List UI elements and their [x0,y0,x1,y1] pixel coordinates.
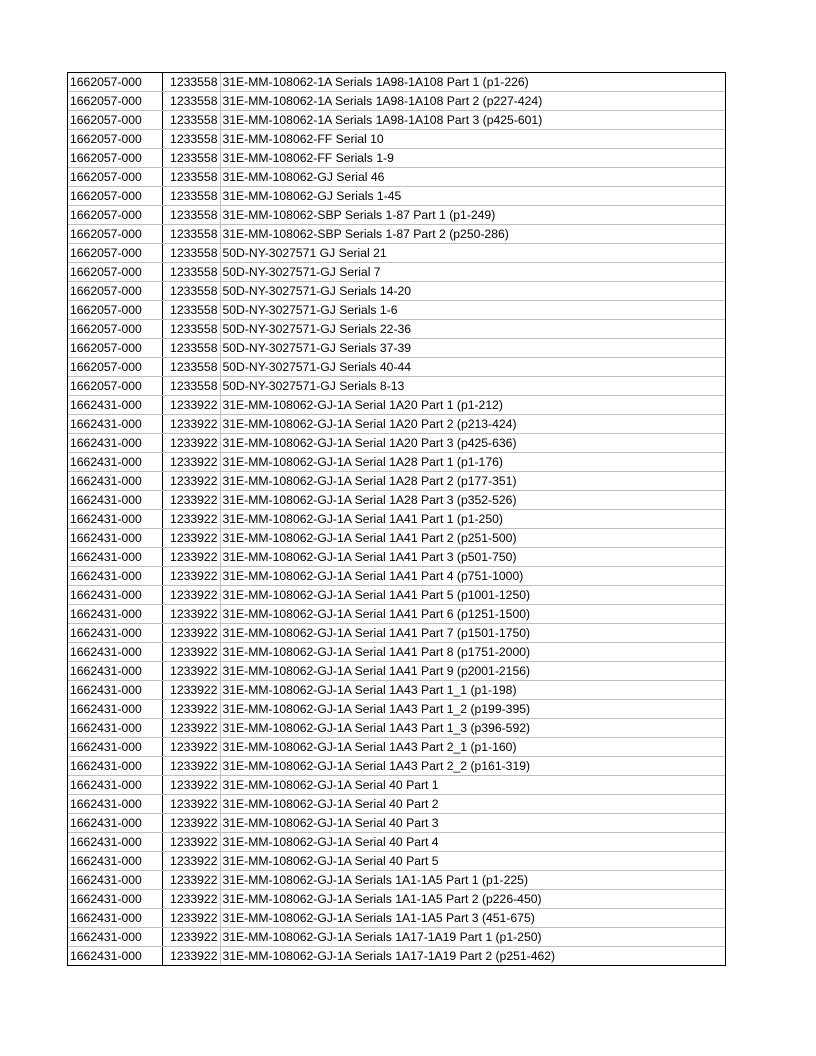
record-id-cell: 1233922 [162,871,220,890]
table-row [68,263,725,282]
table-row [68,776,725,795]
file-description-cell: 31E-MM-108062-FF Serials 1-9 [220,149,725,168]
request-number-cell: 1662057-000 [68,263,162,282]
request-number-cell: 1662431-000 [68,548,162,567]
record-id-cell: 1233922 [162,567,220,586]
table-row [68,757,725,776]
table-row [68,738,725,757]
file-description-cell: 31E-MM-108062-GJ-1A Serial 40 Part 2 [220,795,725,814]
records-table-container [67,72,726,966]
table-row [68,947,725,966]
record-id-cell: 1233558 [162,73,220,92]
file-description-cell: 31E-MM-108062-GJ-1A Serials 1A1-1A5 Part 1 (p1-225) [220,871,725,890]
file-description-cell: 31E-MM-108062-GJ-1A Serial 40 Part 4 [220,833,725,852]
record-id-cell: 1233558 [162,187,220,206]
file-description-cell: 31E-MM-108062-GJ-1A Serials 1A17-1A19 Part 1 (p1-250) [220,928,725,947]
file-description-cell: 31E-MM-108062-GJ-1A Serial 1A41 Part 2 (p251-500) [220,529,725,548]
table-row [68,681,725,700]
request-number-cell: 1662431-000 [68,909,162,928]
table-row [68,434,725,453]
table-row [68,643,725,662]
record-id-cell: 1233922 [162,472,220,491]
record-id-cell: 1233922 [162,890,220,909]
table-row [68,814,725,833]
table-row [68,73,725,92]
record-id-cell: 1233922 [162,415,220,434]
request-number-cell: 1662431-000 [68,738,162,757]
request-number-cell: 1662431-000 [68,947,162,966]
file-description-cell: 31E-MM-108062-GJ-1A Serial 40 Part 1 [220,776,725,795]
table-row [68,510,725,529]
table-row [68,187,725,206]
file-description-cell: 31E-MM-108062-GJ-1A Serial 1A20 Part 1 (p1-212) [220,396,725,415]
file-description-cell: 31E-MM-108062-GJ-1A Serial 1A41 Part 8 (p1751-2000) [220,643,725,662]
record-id-cell: 1233922 [162,491,220,510]
table-row [68,852,725,871]
table-row [68,586,725,605]
table-row [68,358,725,377]
file-description-cell: 31E-MM-108062-1A Serials 1A98-1A108 Part 3 (p425-601) [220,111,725,130]
request-number-cell: 1662431-000 [68,510,162,529]
table-row [68,928,725,947]
table-row [68,396,725,415]
records-table [68,73,725,965]
request-number-cell: 1662431-000 [68,586,162,605]
request-number-cell: 1662431-000 [68,453,162,472]
request-number-cell: 1662057-000 [68,149,162,168]
file-description-cell: 50D-NY-3027571-GJ Serials 22-36 [220,320,725,339]
table-row [68,149,725,168]
file-description-cell: 50D-NY-3027571-GJ Serials 40-44 [220,358,725,377]
request-number-cell: 1662057-000 [68,282,162,301]
request-number-cell: 1662431-000 [68,472,162,491]
record-id-cell: 1233922 [162,586,220,605]
record-id-cell: 1233922 [162,434,220,453]
record-id-cell: 1233922 [162,852,220,871]
file-description-cell: 31E-MM-108062-GJ-1A Serial 1A41 Part 5 (p1001-1250) [220,586,725,605]
request-number-cell: 1662431-000 [68,719,162,738]
file-description-cell: 31E-MM-108062-GJ-1A Serial 1A20 Part 3 (p425-636) [220,434,725,453]
table-row [68,871,725,890]
file-description-cell: 31E-MM-108062-GJ-1A Serial 1A20 Part 2 (p213-424) [220,415,725,434]
file-description-cell: 31E-MM-108062-GJ-1A Serial 40 Part 5 [220,852,725,871]
file-description-cell: 31E-MM-108062-GJ-1A Serial 1A43 Part 1_2 (p199-395) [220,700,725,719]
record-id-cell: 1233922 [162,947,220,966]
table-row [68,130,725,149]
request-number-cell: 1662057-000 [68,73,162,92]
request-number-cell: 1662431-000 [68,757,162,776]
file-description-cell: 31E-MM-108062-GJ-1A Serial 1A43 Part 1_3 (p396-592) [220,719,725,738]
file-description-cell: 31E-MM-108062-GJ-1A Serials 1A17-1A19 Part 2 (p251-462) [222,949,556,963]
record-id-cell: 1233922 [162,719,220,738]
request-number-cell: 1662431-000 [68,567,162,586]
request-number-cell: 1662431-000 [68,871,162,890]
file-description-cell: 31E-MM-108062-GJ-1A Serial 1A43 Part 2_1 (p1-160) [220,738,725,757]
request-number-cell: 1662057-000 [68,358,162,377]
file-description-cell: 31E-MM-108062-1A Serials 1A98-1A108 Part 1 (p1-226) [220,73,725,92]
record-id-cell: 1233558 [162,377,220,396]
request-number-cell: 1662431-000 [68,700,162,719]
record-id-cell: 1233922 [162,681,220,700]
table-row [68,700,725,719]
record-id-cell: 1233922 [162,795,220,814]
record-id-cell: 1233558 [162,301,220,320]
table-row [68,92,725,111]
record-id-cell: 1233922 [162,738,220,757]
request-number-cell: 1662057-000 [68,225,162,244]
table-row [68,282,725,301]
request-number-cell: 1662057-000 [68,187,162,206]
request-number-cell: 1662431-000 [68,396,162,415]
request-number-cell: 1662057-000 [68,206,162,225]
table-row [68,662,725,681]
table-row [68,339,725,358]
request-number-cell: 1662057-000 [68,168,162,187]
request-number-cell: 1662431-000 [68,605,162,624]
table-row [68,548,725,567]
record-id-cell: 1233922 [162,396,220,415]
record-id-cell: 1233558 [162,92,220,111]
file-description-cell: 31E-MM-108062-GJ-1A Serial 1A28 Part 3 (p352-526) [220,491,725,510]
file-description-cell: 50D-NY-3027571-GJ Serials 14-20 [220,282,725,301]
record-id-cell: 1233922 [162,700,220,719]
record-id-cell: 1233558 [162,225,220,244]
table-row [68,377,725,396]
record-id-cell: 1233922 [162,548,220,567]
record-id-cell: 1233558 [162,244,220,263]
table-row [68,890,725,909]
record-id-cell: 1233558 [162,358,220,377]
file-description-cell: 31E-MM-108062-GJ-1A Serial 1A41 Part 9 (p2001-2156) [220,662,725,681]
file-description-cell: 31E-MM-108062-GJ-1A Serial 1A41 Part 6 (p1251-1500) [220,605,725,624]
table-row [68,529,725,548]
table-row [68,168,725,187]
request-number-cell: 1662057-000 [68,301,162,320]
record-id-cell: 1233922 [162,662,220,681]
file-description-cell: 31E-MM-108062-GJ-1A Serial 1A43 Part 1_1 (p1-198) [220,681,725,700]
request-number-cell: 1662057-000 [68,339,162,358]
file-description-cell: 31E-MM-108062-GJ-1A Serial 1A41 Part 7 (p1501-1750) [220,624,725,643]
request-number-cell: 1662431-000 [68,795,162,814]
request-number-cell: 1662431-000 [68,890,162,909]
file-description-cell: 31E-MM-108062-GJ-1A Serial 40 Part 3 [220,814,725,833]
record-id-cell: 1233922 [162,776,220,795]
file-description-cell: 31E-MM-108062-GJ-1A Serial 1A43 Part 2_2 (p161-319) [220,757,725,776]
file-description-cell: 31E-MM-108062-GJ-1A Serials 1A1-1A5 Part 2 (p226-450) [220,890,725,909]
table-row [68,795,725,814]
request-number-cell: 1662431-000 [68,852,162,871]
table-row [68,415,725,434]
request-number-cell: 1662431-000 [68,643,162,662]
record-id-cell: 1233558 [162,282,220,301]
file-description-cell: 31E-MM-108062-FF Serial 10 [220,130,725,149]
table-row [68,833,725,852]
record-id-cell: 1233922 [162,928,220,947]
file-description-cell: 31E-MM-108062-GJ Serials 1-45 [220,187,725,206]
record-id-cell: 1233922 [162,624,220,643]
table-row [68,111,725,130]
table-row [68,301,725,320]
request-number-cell: 1662057-000 [68,377,162,396]
record-id-cell: 1233558 [162,149,220,168]
table-row [68,225,725,244]
file-description-cell: 31E-MM-108062-GJ-1A Serial 1A28 Part 1 (p1-176) [220,453,725,472]
request-number-cell: 1662057-000 [68,320,162,339]
request-number-cell: 1662057-000 [68,244,162,263]
request-number-cell: 1662431-000 [68,814,162,833]
record-id-cell: 1233922 [162,453,220,472]
table-row [68,453,725,472]
record-id-cell: 1233558 [162,206,220,225]
record-id-cell: 1233922 [162,643,220,662]
record-id-cell: 1233922 [162,510,220,529]
file-description-cell: 31E-MM-108062-GJ-1A Serial 1A41 Part 4 (p751-1000) [220,567,725,586]
file-description-cell: 50D-NY-3027571-GJ Serial 7 [220,263,725,282]
record-id-cell: 1233558 [162,168,220,187]
records-table-body [68,73,725,965]
request-number-cell: 1662431-000 [68,529,162,548]
request-number-cell: 1662431-000 [68,681,162,700]
table-row [68,320,725,339]
record-id-cell: 1233558 [162,130,220,149]
file-description-cell: 50D-NY-3027571-GJ Serials 37-39 [220,339,725,358]
file-description-cell: 31E-MM-108062-1A Serials 1A98-1A108 Part 2 (p227-424) [220,92,725,111]
table-row [68,567,725,586]
request-number-cell: 1662431-000 [68,833,162,852]
file-description-cell: 31E-MM-108062-SBP Serials 1-87 Part 2 (p250-286) [220,225,725,244]
record-id-cell: 1233558 [162,320,220,339]
file-description-cell: 50D-NY-3027571 GJ Serial 21 [220,244,725,263]
file-description-cell: 31E-MM-108062-SBP Serials 1-87 Part 1 (p1-249) [220,206,725,225]
record-id-cell: 1233558 [162,339,220,358]
record-id-cell: 1233922 [162,833,220,852]
request-number-cell: 1662057-000 [68,92,162,111]
request-number-cell: 1662431-000 [68,491,162,510]
file-description-cell: 31E-MM-108062-GJ Serial 46 [220,168,725,187]
table-row [68,719,725,738]
record-id-cell: 1233922 [162,605,220,624]
table-row [68,624,725,643]
request-number-cell: 1662057-000 [68,111,162,130]
table-row [68,206,725,225]
table-row [68,472,725,491]
request-number-cell: 1662431-000 [68,776,162,795]
file-description-cell: 50D-NY-3027571-GJ Serials 1-6 [220,301,725,320]
file-description-cell: 31E-MM-108062-GJ-1A Serials 1A1-1A5 Part 3 (451-675) [220,909,725,928]
record-id-cell: 1233922 [162,757,220,776]
request-number-cell: 1662431-000 [68,624,162,643]
file-description-cell: 31E-MM-108062-GJ-1A Serial 1A28 Part 2 (p177-351) [220,472,725,491]
record-id-cell: 1233922 [162,814,220,833]
file-description-cell: 31E-MM-108062-GJ-1A Serial 1A41 Part 3 (p501-750) [220,548,725,567]
request-number-cell: 1662057-000 [68,130,162,149]
record-id-cell: 1233558 [162,111,220,130]
record-id-cell: 1233558 [162,263,220,282]
file-description-cell: 31E-MM-108062-GJ-1A Serial 1A41 Part 1 (p1-250) [220,510,725,529]
table-row [68,909,725,928]
request-number-cell: 1662431-000 [68,662,162,681]
request-number-cell: 1662431-000 [68,928,162,947]
request-number-cell: 1662431-000 [68,434,162,453]
table-row [68,244,725,263]
request-number-cell: 1662431-000 [68,415,162,434]
file-description-cell: 50D-NY-3027571-GJ Serials 8-13 [220,377,725,396]
table-row [68,491,725,510]
record-id-cell: 1233922 [162,529,220,548]
record-id-cell: 1233922 [162,909,220,928]
table-row [68,605,725,624]
